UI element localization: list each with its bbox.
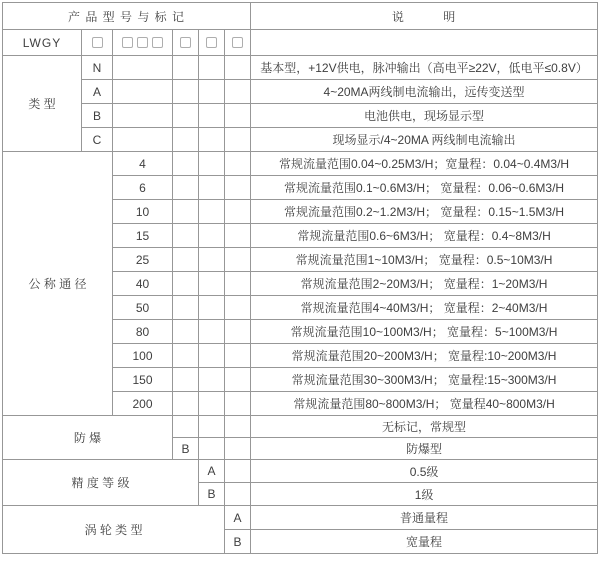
empty-cell	[173, 152, 199, 176]
empty-cell	[113, 104, 173, 128]
spec-row	[3, 506, 598, 530]
empty-cell	[225, 483, 251, 506]
empty-cell	[173, 56, 199, 80]
empty-cell	[173, 176, 199, 200]
empty-cell	[225, 128, 251, 152]
model-code-group	[199, 30, 225, 56]
spec-desc: 防爆型	[251, 438, 598, 460]
code-cell: N	[82, 56, 113, 80]
spec-desc: 无标记，常规型	[251, 416, 598, 438]
code-box-icon	[152, 37, 163, 48]
section-label: 类 型	[3, 56, 82, 152]
code-cell: 15	[113, 224, 173, 248]
spec-desc: 基本型，+12V供电，脉冲输出（高电平≥22V，低电平≤0.8V）	[251, 56, 598, 80]
spec-row	[3, 416, 598, 438]
empty-cell	[225, 80, 251, 104]
spec-row	[3, 56, 598, 80]
code-cell: 100	[113, 344, 173, 368]
code-box-icon	[92, 37, 103, 48]
spec-desc: 宽量程	[251, 530, 598, 554]
spec-desc: 常规流量范围4~40M3/H； 宽量程：2~40M3/H	[251, 296, 598, 320]
empty-cell	[173, 392, 199, 416]
empty-cell	[199, 128, 225, 152]
code-cell: B	[82, 104, 113, 128]
header-description: 说 明	[251, 3, 598, 30]
empty-cell	[225, 176, 251, 200]
empty-cell	[199, 392, 225, 416]
code-box-icon	[137, 37, 148, 48]
code-cell: 40	[113, 272, 173, 296]
empty-cell	[199, 200, 225, 224]
spec-row	[3, 104, 598, 128]
empty-cell	[173, 272, 199, 296]
model-spec-table	[2, 2, 598, 554]
empty-cell	[173, 344, 199, 368]
model-name: LWGY	[3, 30, 82, 56]
code-cell: A	[225, 506, 251, 530]
code-cell: A	[199, 460, 225, 483]
spec-desc: 常规流量范围2~20M3/H； 宽量程：1~20M3/H	[251, 272, 598, 296]
model-row	[3, 30, 598, 56]
empty-cell	[199, 438, 225, 460]
empty-cell	[225, 460, 251, 483]
spec-desc: 常规流量范围30~300M3/H； 宽量程:15~300M3/H	[251, 368, 598, 392]
empty-cell	[199, 368, 225, 392]
empty-cell	[199, 80, 225, 104]
empty-cell	[225, 392, 251, 416]
empty-cell	[251, 30, 598, 56]
code-cell: B	[225, 530, 251, 554]
code-cell	[173, 416, 199, 438]
code-cell: 200	[113, 392, 173, 416]
code-cell: 50	[113, 296, 173, 320]
empty-cell	[225, 104, 251, 128]
empty-cell	[225, 152, 251, 176]
code-cell: A	[82, 80, 113, 104]
empty-cell	[173, 248, 199, 272]
spec-desc: 常规流量范围20~200M3/H； 宽量程:10~200M3/H	[251, 344, 598, 368]
empty-cell	[173, 128, 199, 152]
code-cell: 10	[113, 200, 173, 224]
empty-cell	[173, 296, 199, 320]
spec-desc: 常规流量范围0.1~0.6M3/H； 宽量程：0.06~0.6M3/H	[251, 176, 598, 200]
spec-desc: 常规流量范围80~800M3/H； 宽量程40~800M3/H	[251, 392, 598, 416]
spec-desc: 常规流量范围1~10M3/H； 宽量程：0.5~10M3/H	[251, 248, 598, 272]
empty-cell	[225, 224, 251, 248]
spec-desc: 普通量程	[251, 506, 598, 530]
code-box-icon	[206, 37, 217, 48]
empty-cell	[173, 320, 199, 344]
empty-cell	[173, 104, 199, 128]
code-cell: 80	[113, 320, 173, 344]
empty-cell	[173, 200, 199, 224]
spec-row	[3, 152, 598, 176]
code-box-icon	[122, 37, 133, 48]
empty-cell	[173, 224, 199, 248]
header-product-model: 产 品 型 号 与 标 记	[3, 3, 251, 30]
empty-cell	[199, 272, 225, 296]
spec-desc: 电池供电，现场显示型	[251, 104, 598, 128]
empty-cell	[199, 248, 225, 272]
code-box-icon	[180, 37, 191, 48]
empty-cell	[199, 296, 225, 320]
code-cell: C	[82, 128, 113, 152]
section-label: 精 度 等 级	[3, 460, 199, 506]
empty-cell	[225, 438, 251, 460]
code-cell: 150	[113, 368, 173, 392]
empty-cell	[113, 56, 173, 80]
spec-desc: 常规流量范围0.6~6M3/H； 宽量程：0.4~8M3/H	[251, 224, 598, 248]
empty-cell	[113, 80, 173, 104]
model-code-group	[173, 30, 199, 56]
empty-cell	[199, 344, 225, 368]
spec-desc: 常规流量范围0.2~1.2M3/H； 宽量程：0.15~1.5M3/H	[251, 200, 598, 224]
code-cell: 25	[113, 248, 173, 272]
empty-cell	[225, 248, 251, 272]
header-row	[3, 3, 598, 30]
spec-desc: 0.5级	[251, 460, 598, 483]
empty-cell	[173, 80, 199, 104]
section-label: 防 爆	[3, 416, 173, 460]
section-label: 公 称 通 径	[3, 152, 113, 416]
empty-cell	[225, 56, 251, 80]
model-code-group	[225, 30, 251, 56]
model-code-group	[82, 30, 113, 56]
empty-cell	[225, 368, 251, 392]
model-code-group	[113, 30, 173, 56]
code-cell: 4	[113, 152, 173, 176]
empty-cell	[225, 344, 251, 368]
empty-cell	[199, 416, 225, 438]
section-label: 涡 轮 类 型	[3, 506, 225, 554]
empty-cell	[225, 200, 251, 224]
spec-desc: 4~20MA两线制电流输出，远传变送型	[251, 80, 598, 104]
empty-cell	[225, 296, 251, 320]
spec-desc: 现场显示/4~20MA 两线制电流输出	[251, 128, 598, 152]
code-cell: B	[199, 483, 225, 506]
empty-cell	[199, 224, 225, 248]
empty-cell	[199, 320, 225, 344]
empty-cell	[199, 56, 225, 80]
code-cell: B	[173, 438, 199, 460]
spec-desc: 常规流量范围0.04~0.25M3/H；宽量程：0.04~0.4M3/H	[251, 152, 598, 176]
empty-cell	[113, 128, 173, 152]
code-box-icon	[232, 37, 243, 48]
code-cell: 6	[113, 176, 173, 200]
empty-cell	[199, 176, 225, 200]
spec-row	[3, 460, 598, 483]
empty-cell	[199, 152, 225, 176]
spec-desc: 1级	[251, 483, 598, 506]
empty-cell	[173, 368, 199, 392]
empty-cell	[225, 320, 251, 344]
spec-desc: 常规流量范围10~100M3/H； 宽量程：5~100M3/H	[251, 320, 598, 344]
spec-row	[3, 128, 598, 152]
empty-cell	[225, 272, 251, 296]
spec-row	[3, 80, 598, 104]
empty-cell	[225, 416, 251, 438]
empty-cell	[199, 104, 225, 128]
